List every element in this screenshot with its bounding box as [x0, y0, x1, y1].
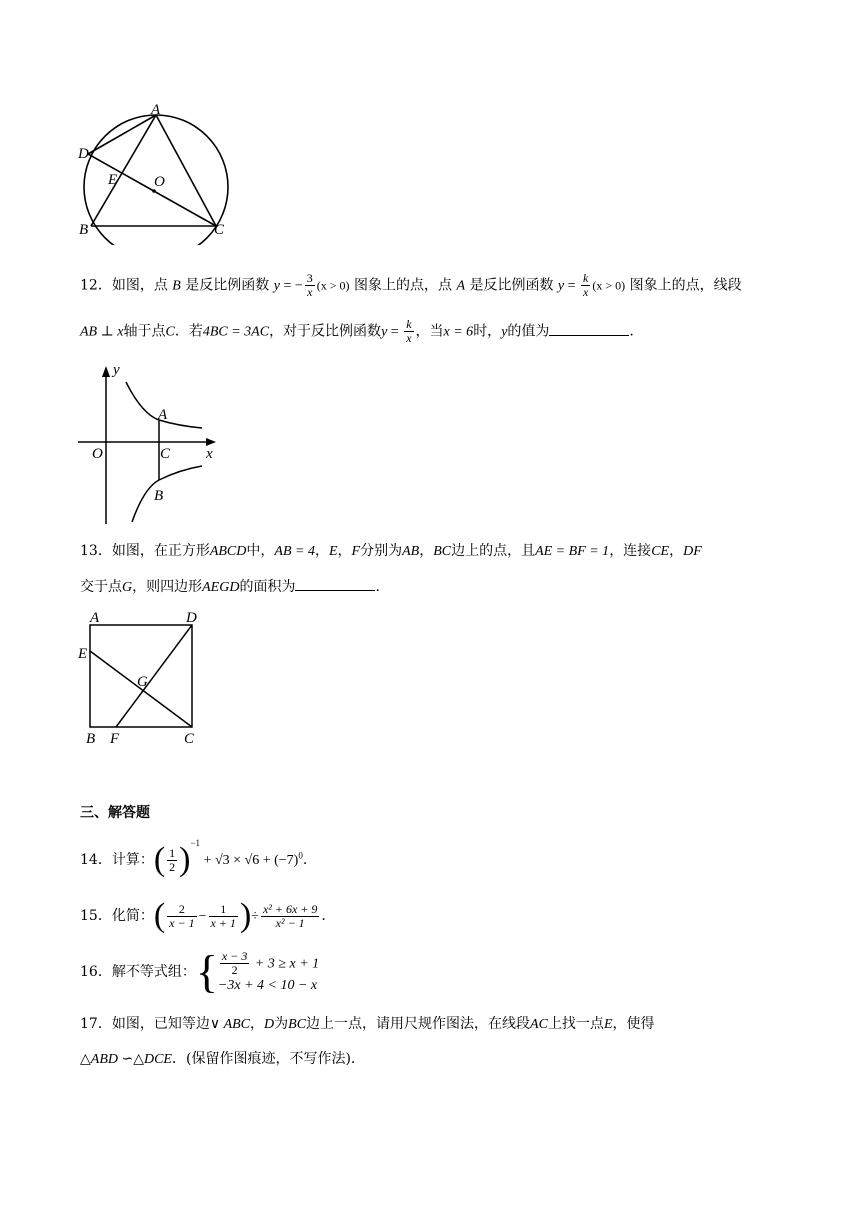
- question-13-line-2: 交于点G，则四边形AEGD的面积为 .: [80, 576, 380, 598]
- inequality-system: $\frac{x - 3}{2}$ + 3 ≥ x + 1 −3x + 4 < 10 − x: [217, 948, 320, 993]
- question-14: 14．计算：( $\frac{1}{2}$ )$^{-1} + √3 \times √6 + (-7)^0$.: [80, 838, 308, 878]
- label-a: A: [158, 407, 168, 423]
- figure-square: [74, 606, 214, 746]
- fraction-2-over-x-minus-1: $\frac{2}{x - 1}$: [169, 901, 195, 930]
- label-c: C: [214, 222, 225, 238]
- fraction-quadratic: $\frac{\text{x² + 6x + 9}}{\text{x² − 1}}$: [262, 901, 318, 930]
- label-f: F: [110, 731, 120, 746]
- curve-neg3-over-x: [132, 466, 202, 522]
- question-17-line-1: 17．如图，已知等边∨ ABC，D为BC边上一点，请用尺规作图法，在线段AC上找一点E，使得: [80, 1016, 655, 1032]
- label-d: D: [186, 610, 197, 626]
- label-a: A: [90, 610, 100, 626]
- label-c: C: [160, 446, 171, 462]
- question-13-line-1: 13．如图，在正方形ABCD中，AB = 4，E，F分别为AB，BC边上的点，且AE = BF = 1，连接CE，DF: [80, 543, 702, 559]
- label-x: x: [206, 446, 213, 462]
- label-o: O: [154, 174, 165, 190]
- fraction-1-over-x-plus-1: $\frac{1}{x + 1}$: [210, 901, 236, 930]
- question-15: 15．化简：( $\frac{2}{x - 1}$ − $\frac{1}{x + 1}$ )÷ $\frac{\text{x² + 6x + 9}}{\text{x² − 1}}$ .: [80, 897, 326, 934]
- label-e: E: [78, 646, 88, 662]
- label-a: A: [151, 102, 161, 118]
- segment-df: [116, 625, 192, 727]
- question-17-line-2: △ABD ∽△DCE．(保留作图痕迹，不写作法)．: [80, 1051, 365, 1067]
- label-o: O: [92, 446, 103, 462]
- fraction-one-half: $\frac{1}{2}$: [169, 845, 176, 874]
- question-12-line-1: 12．如图，点 B 是反比例函数 y = − $\frac{3}{x}$ (x > 0) 图象上的点，点 A 是反比例函数 y = $\frac{k}{x}$ (x > 0) 图象上的点，线段: [80, 271, 742, 299]
- figure-circle-triangle: [74, 100, 244, 245]
- fraction-k-over-x-2: $\frac{k}{x}$: [406, 317, 412, 345]
- label-b: B: [79, 222, 89, 238]
- segment-da: [88, 115, 156, 154]
- fraction-k-over-x: $\frac{k}{x}$: [583, 271, 589, 299]
- label-e: E: [108, 172, 118, 188]
- x-axis-arrow: [206, 438, 216, 446]
- section-heading: 三、解答题: [80, 805, 150, 821]
- figure-inverse-function: [74, 360, 234, 530]
- question-16: 16．解不等式组：{ $\frac{x - 3}{2}$ + 3 ≥ x + 1 −3x + 4 < 10 − x: [80, 946, 320, 997]
- answer-blank-12[interactable]: [549, 321, 629, 336]
- label-b: B: [86, 731, 96, 746]
- label-d: D: [78, 146, 89, 162]
- segment-ab: [91, 115, 156, 226]
- label-y: y: [113, 362, 120, 378]
- answer-blank-13[interactable]: [295, 576, 375, 591]
- label-c: C: [184, 731, 195, 746]
- fraction-x-minus-3-over-2: $\frac{x - 3}{2}$: [221, 948, 248, 977]
- y-axis-arrow: [102, 366, 110, 377]
- question-12-line-2: AB ⊥ x轴于点C．若4BC = 3AC，对于反比例函数y = $\frac{k}{x}$ ，当x = 6时，y的值为 .: [80, 317, 634, 345]
- fraction-neg3-over-x: $\frac{3}{x}$: [306, 271, 313, 299]
- label-g: G: [137, 674, 148, 690]
- label-b: B: [154, 488, 164, 504]
